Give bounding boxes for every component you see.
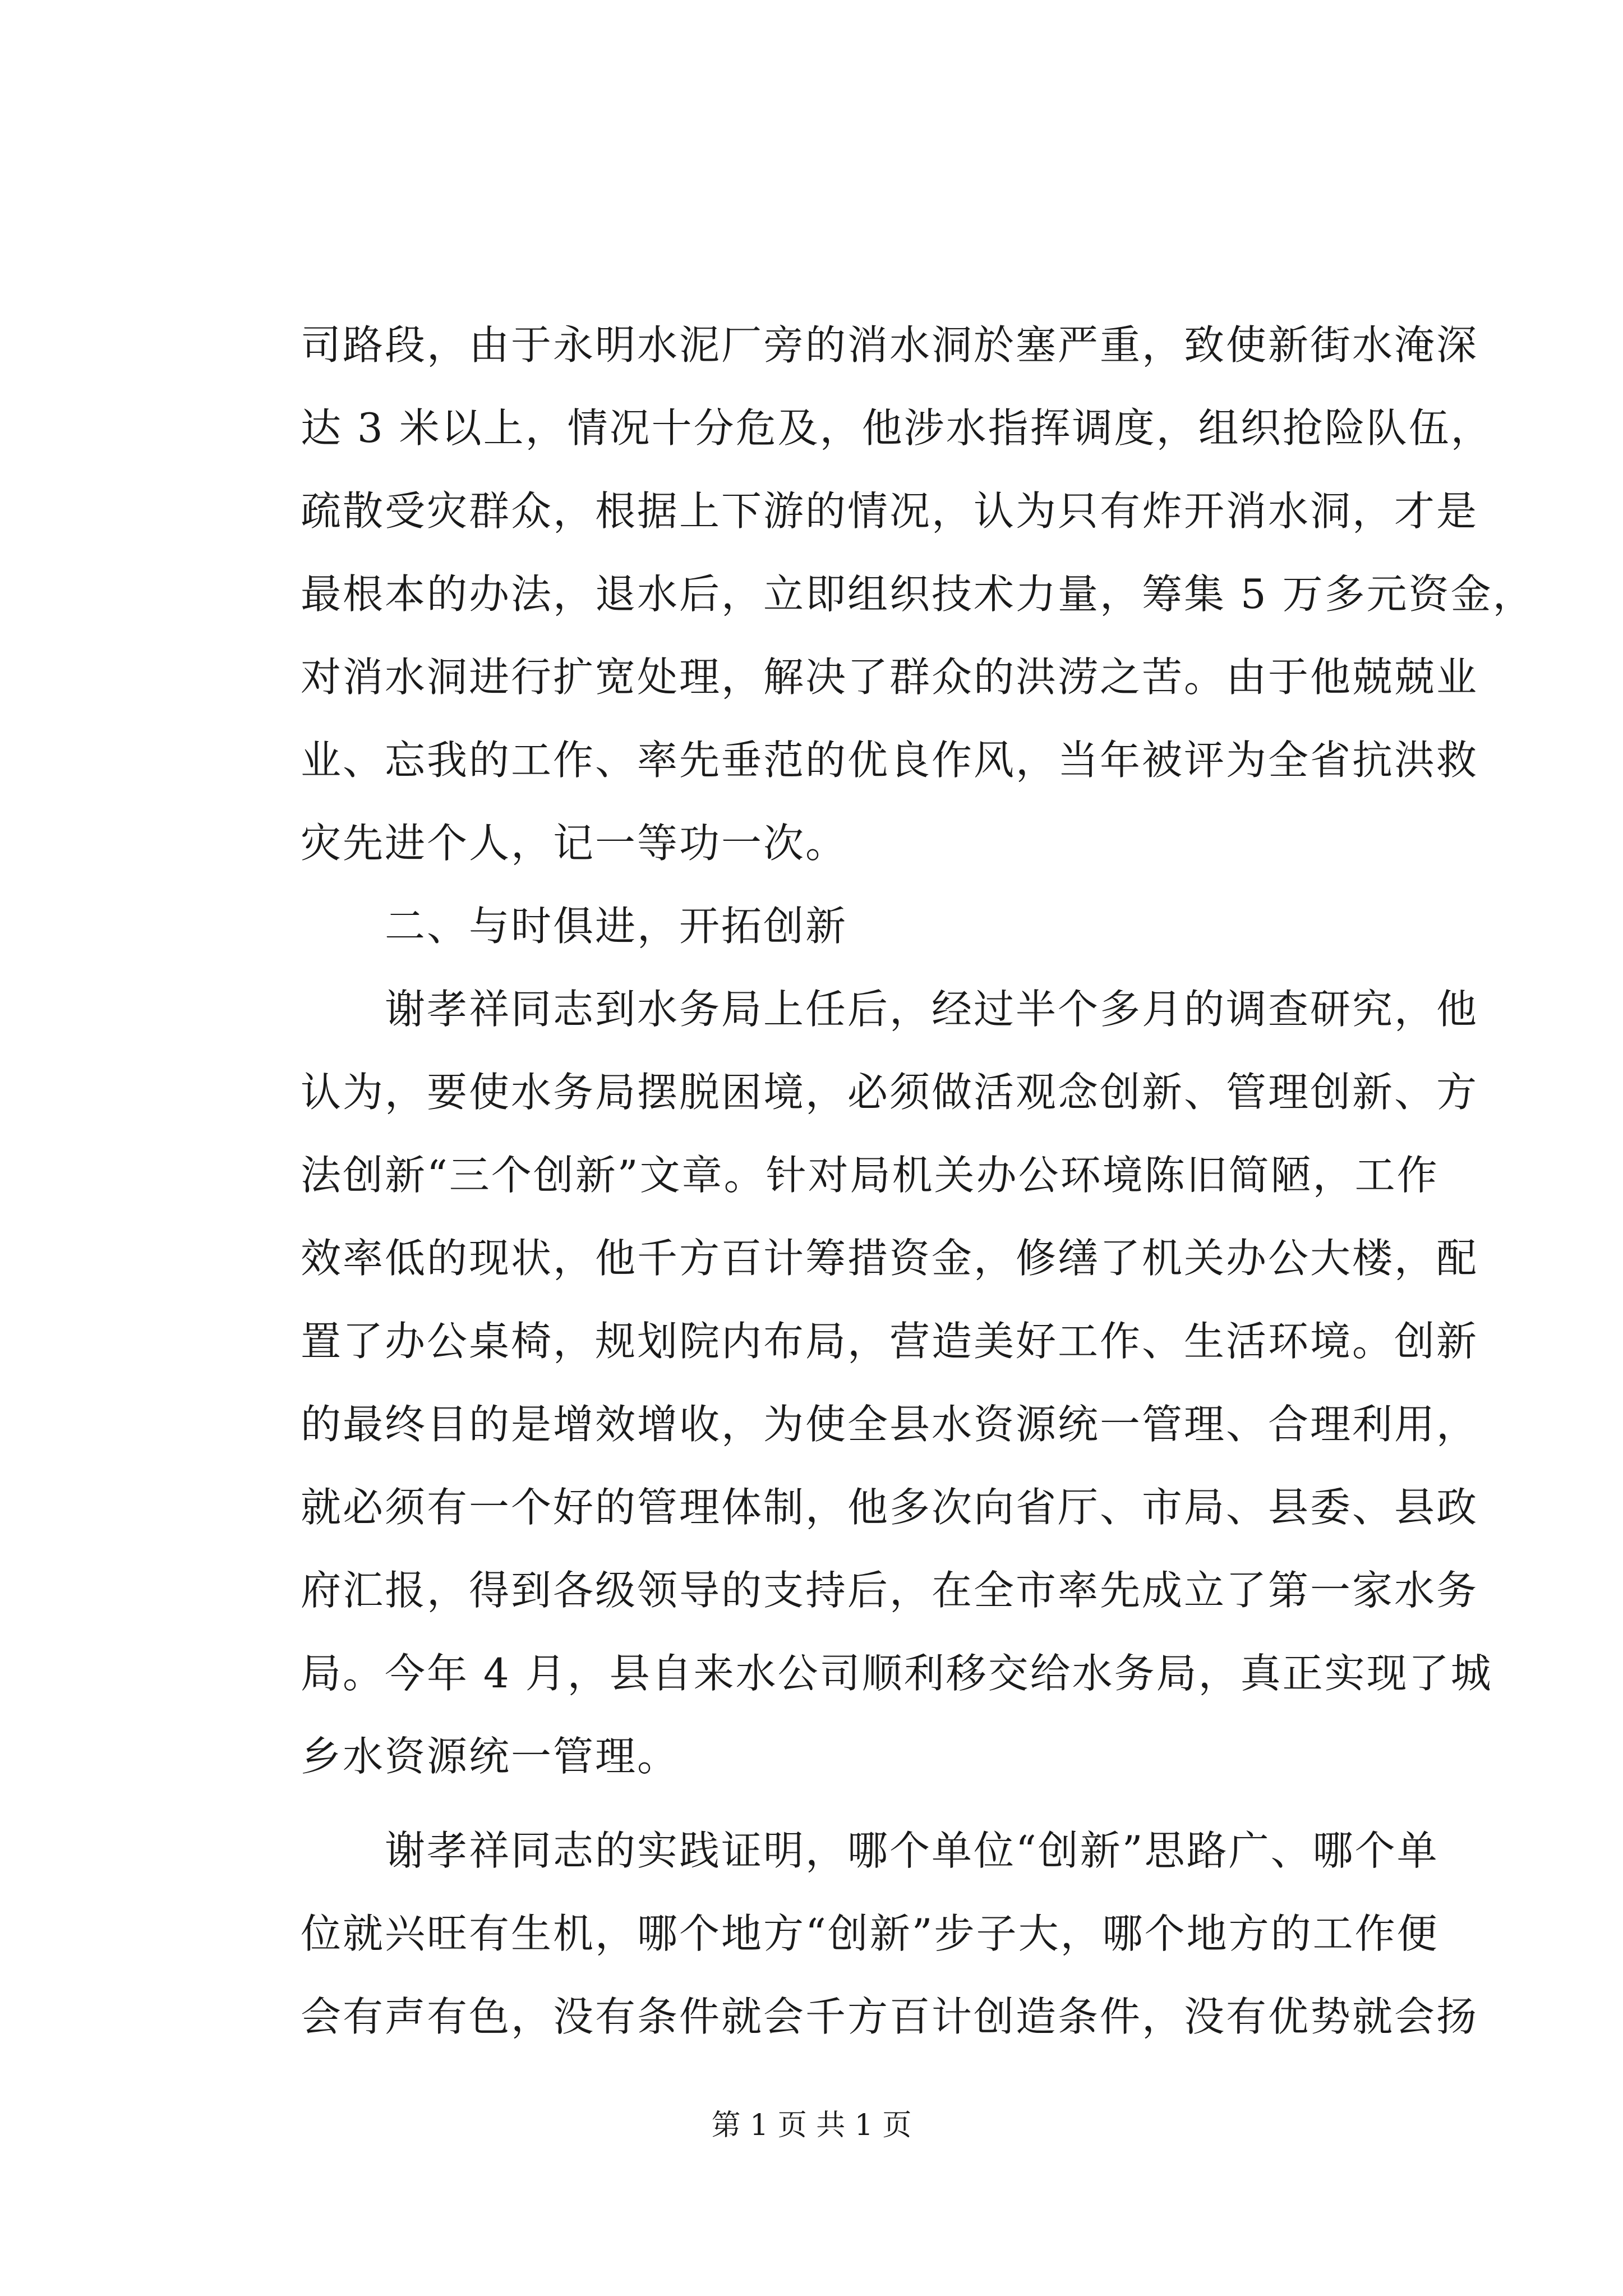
section-heading: 二、与时俱进，开拓创新 (301, 903, 848, 950)
text-line: 司路段，由于永明水泥厂旁的消水洞於塞严重，致使新街水淹深 (301, 321, 1479, 369)
text-line: 乡水资源统一管理。 (301, 1733, 680, 1780)
text-line: 效率低的现状，他千方百计筹措资金，修缮了机关办公大楼，配 (301, 1235, 1479, 1282)
page-number-footer: 第 1 页 共 1 页 (711, 2109, 912, 2142)
text-line: 法创新“三个创新”文章。针对局机关办公环境陈旧简陋，工作 (301, 1152, 1439, 1199)
text-line: 谢孝祥同志到水务局上任后，经过半个多月的调查研究，他 (301, 986, 1479, 1033)
text-line: 业、忘我的工作、率先垂范的优良作风，当年被评为全省抗洪救 (301, 737, 1479, 784)
text-line: 最根本的办法，退水后，立即组织技术力量，筹集 5 万多元资金， (301, 570, 1535, 618)
text-line: 达 3 米以上，情况十分危及，他涉水指挥调度，组织抢险队伍， (301, 404, 1493, 452)
text-line: 疏散受灾群众，根据上下游的情况，认为只有炸开消水洞，才是 (301, 487, 1479, 535)
text-line: 谢孝祥同志的实践证明，哪个单位“创新”思路广、哪个单 (301, 1827, 1439, 1874)
text-line: 就必须有一个好的管理体制，他多次向省厅、市局、县委、县政 (301, 1484, 1479, 1531)
text-line: 局。今年 4 月，县自来水公司顺利移交给水务局，真正实现了城 (301, 1650, 1493, 1697)
text-line: 认为，要使水务局摆脱困境，必须做活观念创新、管理创新、方 (301, 1069, 1479, 1116)
text-line: 会有声有色，没有条件就会千方百计创造条件，没有优势就会扬 (301, 1993, 1479, 2040)
text-line: 府汇报，得到各级领导的支持后，在全市率先成立了第一家水务 (301, 1567, 1479, 1614)
text-line: 灾先进个人，记一等功一次。 (301, 820, 848, 867)
text-line: 位就兴旺有生机，哪个地方“创新”步子大，哪个地方的工作便 (301, 1910, 1439, 1957)
text-line: 对消水洞进行扩宽处理，解决了群众的洪涝之苦。由于他兢兢业 (301, 654, 1479, 701)
text-line: 置了办公桌椅，规划院内布局，营造美好工作、生活环境。创新 (301, 1318, 1479, 1365)
text-line: 的最终目的是增效增收，为使全县水资源统一管理、合理利用， (301, 1401, 1479, 1448)
